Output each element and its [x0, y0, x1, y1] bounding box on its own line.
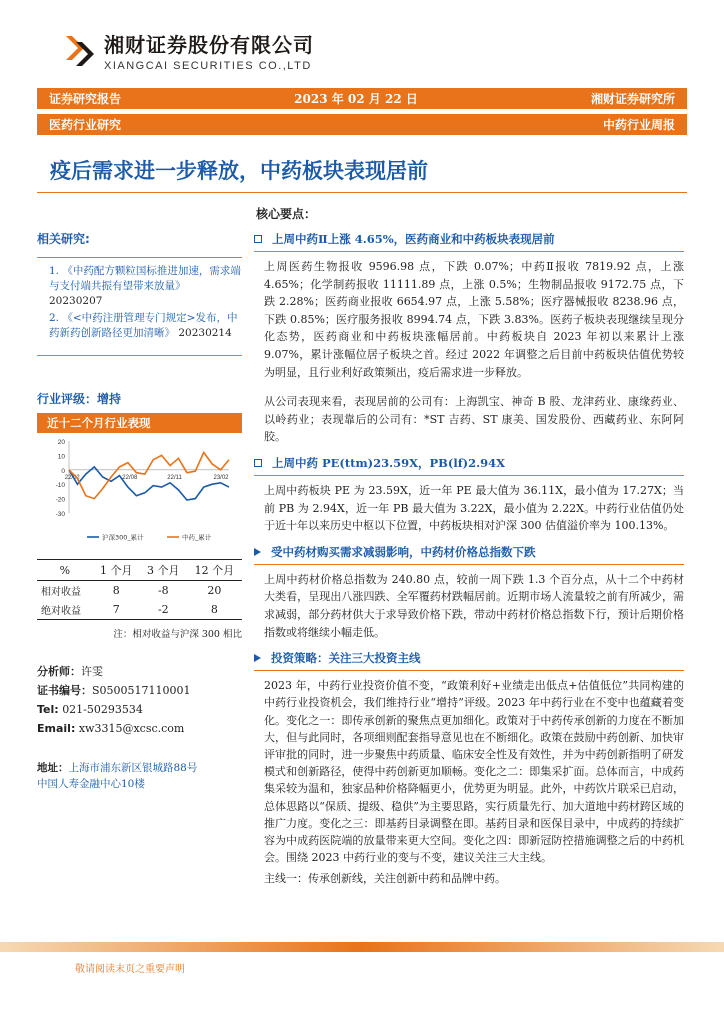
- arrow-bullet-icon: [254, 548, 261, 556]
- table-header: 3 个月: [140, 560, 187, 581]
- address-line: 上海市浦东新区银城路88号: [68, 762, 198, 774]
- cert-number: S0500517110001: [92, 684, 191, 697]
- address-label: 地址：: [37, 762, 69, 774]
- address-line: 中国人寿金融中心10楼: [37, 778, 145, 790]
- row-label: 相对收益: [41, 587, 81, 598]
- legend-label: 中药_累计: [182, 533, 212, 542]
- table-cell: -8: [157, 584, 169, 597]
- related-date: 20230207: [49, 295, 103, 307]
- main-content: [254, 205, 684, 888]
- y-tick-label: 0: [61, 467, 65, 475]
- related-text: 《<中药注册管理专门规定>发布，中药新药创新路径更加清晰》: [49, 312, 238, 339]
- cert-label: 证书编号：: [37, 684, 92, 697]
- checkbox-bullet-icon: [254, 235, 262, 243]
- series-line: [69, 453, 229, 499]
- related-item[interactable]: [49, 264, 242, 309]
- footer-disclaimer[interactable]: 敬请阅读末页之重要声明: [75, 964, 185, 975]
- y-tick-label: -10: [55, 482, 65, 490]
- table-cell: 8: [187, 600, 242, 620]
- institute-name: 湘财证券研究所: [590, 92, 675, 106]
- related-research-title: 相关研究:: [37, 232, 90, 246]
- x-tick-label: 22/11: [167, 474, 182, 481]
- related-date: 20230214: [178, 327, 232, 339]
- y-tick-label: 10: [57, 453, 65, 461]
- related-num: 1.: [49, 265, 60, 277]
- row-label: 绝对收益: [37, 600, 93, 620]
- related-research-list: [37, 257, 242, 347]
- table-row: [37, 600, 242, 620]
- section-heading: 受中药材购买需求减弱影响，中药材价格总指数下跌: [254, 544, 684, 565]
- analyst-name: 许雯: [81, 665, 103, 678]
- x-tick-label: 22/02: [64, 474, 80, 481]
- related-item[interactable]: [49, 311, 242, 341]
- email-label: Email:: [37, 722, 76, 735]
- industry-category: 医药行业研究: [49, 118, 122, 132]
- paragraph: 上周中药材价格总指数为 240.80 点，较前一周下跌 1.3 个百分点，从十二个中药材大类看，呈现出八涨四跌、全军覆药材跌幅居前。近期市场人流量较之前有所减少，需求减弱，部分药材供大于求导致价格下跌，带动中药材价格总指数下行，预计后期价格指数或将继续小幅走低。: [264, 572, 684, 639]
- y-tick-label: -20: [55, 496, 65, 504]
- industry-rating: 行业评级：增持: [37, 392, 122, 406]
- arrow-bullet-icon: [254, 654, 261, 662]
- table-cell: 7: [93, 600, 140, 620]
- analyst-info: [37, 662, 242, 738]
- section-heading: 上周中药Ⅱ上涨 4.65%，医药商业和中药板块表现居前: [254, 231, 684, 252]
- table-row: [37, 581, 242, 601]
- table-cell: 20: [207, 584, 222, 597]
- email-link[interactable]: xw3315@xcsc.com: [78, 722, 185, 735]
- y-tick-label: -30: [55, 511, 65, 518]
- logo-name-cn: 湘财证券股份有限公司: [104, 32, 314, 57]
- section-heading: 上周中药 PE(ttm)23.59X，PB(lf)2.94X: [254, 455, 684, 476]
- paragraph: 从公司表现来看，表现居前的公司有：上海凯宝、神奇 B 股、龙津药业、康缘药业、以岭药业；表现靠后的公司有：*ST 吉药、ST 康美、国发股份、西藏药业、东阿阿胶。: [264, 395, 684, 444]
- tel-number: 021-50293534: [62, 703, 143, 716]
- related-text: 《中药配方颗粒国标推进加速，需求端与支付端共振有望带来放量》: [49, 265, 241, 292]
- analyst-label: 分析师：: [37, 665, 81, 678]
- performance-chart: [37, 433, 242, 551]
- tel-label: Tel:: [37, 703, 59, 716]
- legend-label: 沪深300_累计: [102, 533, 144, 542]
- address: [37, 760, 242, 792]
- x-tick-label: 22/08: [122, 474, 138, 481]
- header-band-1: [37, 88, 687, 109]
- table-cell: -2: [140, 600, 187, 620]
- table-header: 1 个月: [93, 560, 140, 581]
- table-header-row: [37, 560, 242, 581]
- logo-name-en: XIANGCAI SECURITIES CO.,LTD: [104, 59, 312, 72]
- paragraph: 主线一：传承创新线，关注创新中药和品牌中药。: [264, 872, 506, 886]
- table-header: 12 个月: [187, 560, 242, 581]
- report-type: 证券研究报告: [49, 92, 122, 106]
- paragraph: 上周医药生物报收 9596.98 点，下跌 0.07%；中药Ⅱ报收 7819.92 点，上涨 4.65%；化学制药报收 11111.89 点，上涨 0.5%；生物制品报收 9172.75 点，下跌 2.28%；医药商业报收 6654.97 点，上涨 5.58%；医疗器械报收 8238.96 点，下跌 0.85%；医疗服务报收 8994.74 点，下跌 3.83%。医药子板块表现继续呈现分化态势，医药商业和中药板块涨幅居前。中药板块自 2023 年初以来累计上涨 9.07%，累计涨幅位居子板块之首。经过 2022 年调整之后目前中药板块估值优势较为明显，且行业利好政策频出，疫后需求进一步释放。: [264, 260, 684, 379]
- page-title: 疫后需求进一步释放，中药板块表现居前: [50, 159, 428, 183]
- title-divider: [37, 192, 687, 193]
- chart-title: 近十二个月行业表现: [37, 413, 242, 433]
- company-logo: [62, 28, 314, 72]
- footer-bar: [0, 942, 724, 952]
- header-band-2: [37, 114, 687, 135]
- related-num: 2.: [49, 312, 60, 324]
- sidebar: [37, 230, 242, 792]
- checkbox-bullet-icon: [254, 459, 262, 467]
- table-note: 注：相对收益与沪深 300 相比: [113, 629, 242, 640]
- table-cell: 8: [112, 584, 120, 597]
- report-series: 中药行业周报: [602, 118, 675, 132]
- paragraph: 2023 年，中药行业投资价值不变，“政策利好+业绩走出低点+估值低位”共同构建的中药行业投资机会，我们维持行业“增持”评级。2023 年中药行业在不变中也蕴藏着变化。变化之一：即传承创新的聚焦点更加细化。政策对于中药传承创新的力度在不断加大，但与此同时，各项细则配套指导意见也在不断细化。政策在鼓励中药创新、加快审评审批的同时，进一步聚焦中药质量、临床安全性及有效性，并为中药创新指明了研发模式和创新路径，使得中药创新更加顺畅。变化之二：即集采扩面。总体而言，中成药集采较为温和，独家品种价格降幅更小，优势更为明显。此外，中药饮片联采已启动，总体思路以“保质、提级、稳供”为主要思路，实行质量先行、加大道地中药材跨区域的推广力度。变化之三：即基药目录调整在即。基药目录和医保目录中，中成药的持续扩容为中成药医院端的放量带来更大空间。变化之四：即新冠防控措施调整之后的中药机会。围绕 2023 中药行业的变与不变，建议关注三大主线。: [264, 679, 684, 865]
- report-date: 2023 年 02 月 22 日: [294, 92, 418, 106]
- x-tick-label: 23/02: [213, 474, 229, 481]
- table-header: %: [37, 560, 93, 581]
- core-points-title: 核心要点：: [256, 207, 317, 221]
- performance-table: [37, 559, 242, 620]
- series-line: [69, 467, 229, 500]
- paragraph: 上周中药板块 PE 为 23.59X，近一年 PE 最大值为 36.11X，最小值为 17.27X；当前 PB 为 2.94X，近一年 PB 最大值为 3.22X，最小值为 2.22X。中药行业估值仍处于近十年以来历史中枢以下位置，中药板块相对沪深 300 估值溢价率为 100.13%。: [264, 483, 684, 533]
- y-tick-label: 20: [57, 439, 65, 446]
- logo-mark-icon: [62, 28, 96, 72]
- section-heading: 投资策略：关注三大投资主线: [254, 650, 684, 671]
